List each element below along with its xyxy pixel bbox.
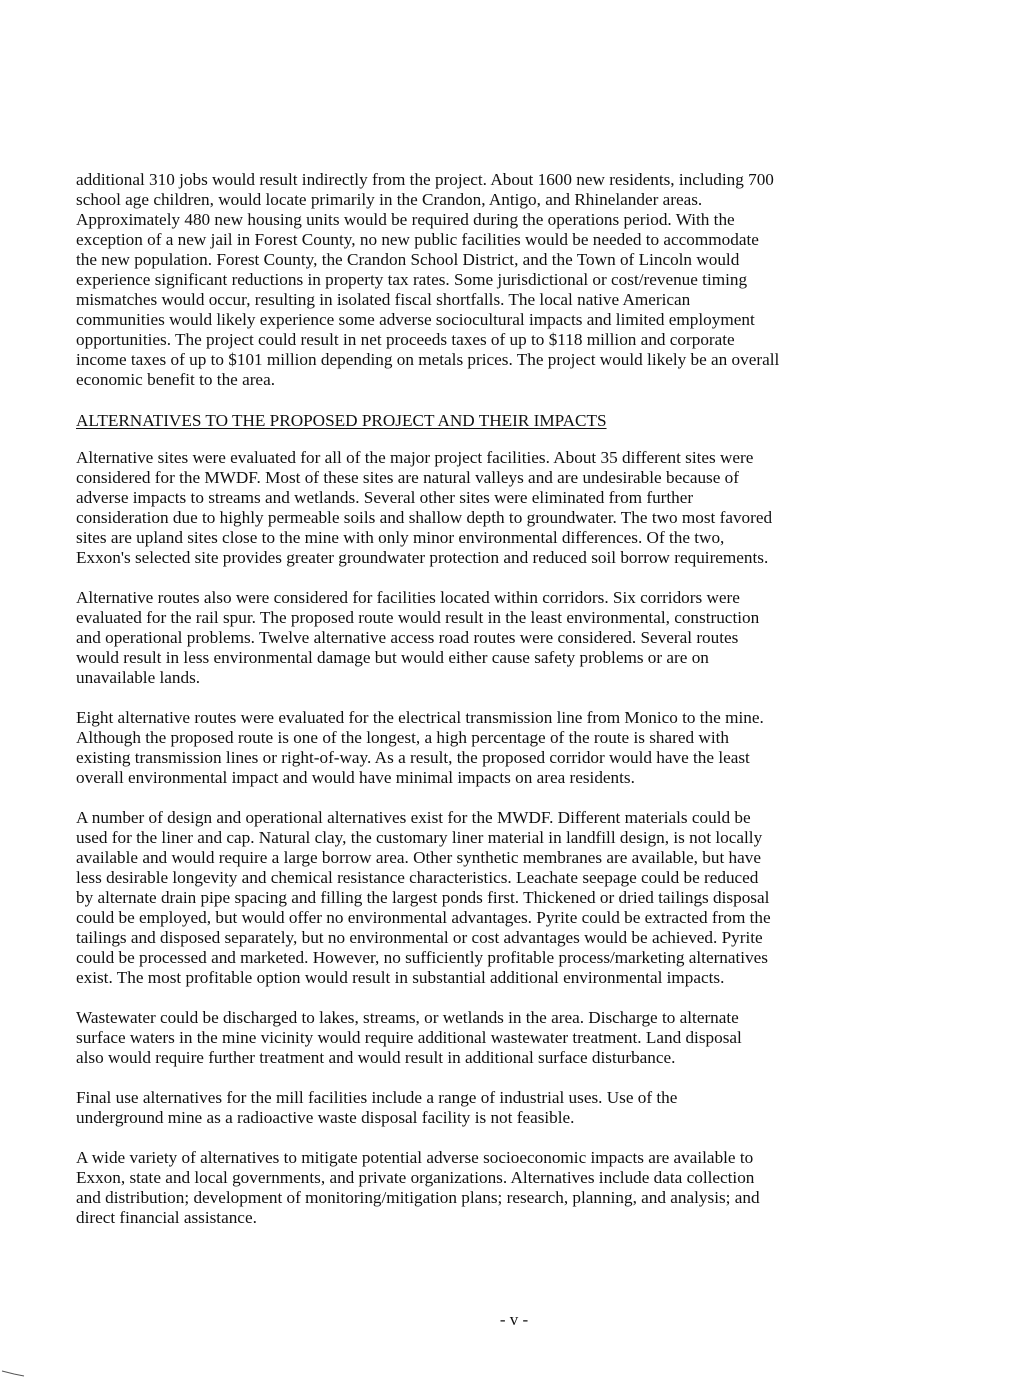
document-body [76, 170, 976, 1248]
paragraph-alternative-routes: Alternative routes also were considered for facilities located within corridors. Six corridors were evaluated for the rail spur. The proposed route would result in the least environmental, construction and operational problems. Twelve alternative access road routes were considered. Several routes would result in less environmental damage but would either cause safety problems or are on unavailable lands. [76, 588, 760, 687]
paragraph-mwdf-design: A number of design and operational alternatives exist for the MWDF. Different materials could be used for the liner and cap. Natural clay, the customary liner material in landfill design, is not locally available and would require a large borrow area. Other synthetic membranes are available, but have less desirable longevity and chemical resistance characteristics. Leachate seepage could be reduced by alternate drain pipe spacing and filling the largest ponds first. Thickened or dried tailings disposal could be employed, but would offer no environmental advantages. Pyrite could be extracted from the tailings and disposed separately, but no environmental or cost advantages would be achieved. Pyrite could be processed and marketed. However, no sufficiently profitable process/marketing alternatives exist. The most profitable option would result in substantial additional environmental impacts. [76, 808, 771, 987]
section-heading: ALTERNATIVES TO THE PROPOSED PROJECT AND THEIR IMPACTS [76, 411, 607, 430]
paragraph-alternative-sites: Alternative sites were evaluated for all of the major project facilities. About 35 different sites were considered for the MWDF. Most of these sites are natural valleys and are undesirable because of adverse impacts to streams and wetlands. Several other sites were eliminated from further consideration due to highly permeable soils and shallow depth to groundwater. The two most favored sites are upland sites close to the mine with only minor environmental differences. Of the two, Exxon's selected site provides greater groundwater protection and reduced soil borrow requirements. [76, 448, 773, 567]
page-number: - v - [499, 1310, 529, 1329]
paragraph-wastewater: Wastewater could be discharged to lakes, streams, or wetlands in the area. Discharge to alternate surface waters in the mine vicinity would require additional wastewater treatment. Land disposal also would require further treatment and would result in additional surface disturbance. [76, 1008, 742, 1067]
paragraph-final-use: Final use alternatives for the mill facilities include a range of industrial uses. Use of the underground mine as a radioactive waste disposal facility is not feasible. [76, 1088, 678, 1127]
intro-paragraph: additional 310 jobs would result indirectly from the project. About 1600 new residents, including 700 school age children, would locate primarily in the Crandon, Antigo, and Rhinelander areas. Approximately 480 new housing units would be required during the operations period. With the exception of a new jail in Forest County, no new public facilities would be needed to accommodate the new population. Forest County, the Crandon School District, and the Town of Lincoln would experience significant reductions in property tax rates. Some jurisdictional or cost/revenue timing mismatches would occur, resulting in isolated fiscal shortfalls. The local native American communities would likely experience some adverse sociocultural impacts and limited employment opportunities. The project could result in net proceeds taxes of up to $118 million and corporate income taxes of up to $101 million depending on metals prices. The project would likely be an overall economic benefit to the area. [76, 170, 780, 389]
paragraph-socioeconomic: A wide variety of alternatives to mitigate potential adverse socioeconomic impacts are available to Exxon, state and local governments, and private organizations. Alternatives include data collection and distribution; development of monitoring/mitigation plans; research, planning, and analysis; and direct financial assistance. [76, 1148, 760, 1227]
scan-artifact-mark [0, 1369, 26, 1377]
paragraph-transmission-line: Eight alternative routes were evaluated for the electrical transmission line from Monico to the mine. Although the proposed route is one of the longest, a high percentage of the route is shared with existing transmission lines or right-of-way. As a result, the proposed corridor would have the least overall environmental impact and would have minimal impacts on area residents. [76, 708, 764, 787]
